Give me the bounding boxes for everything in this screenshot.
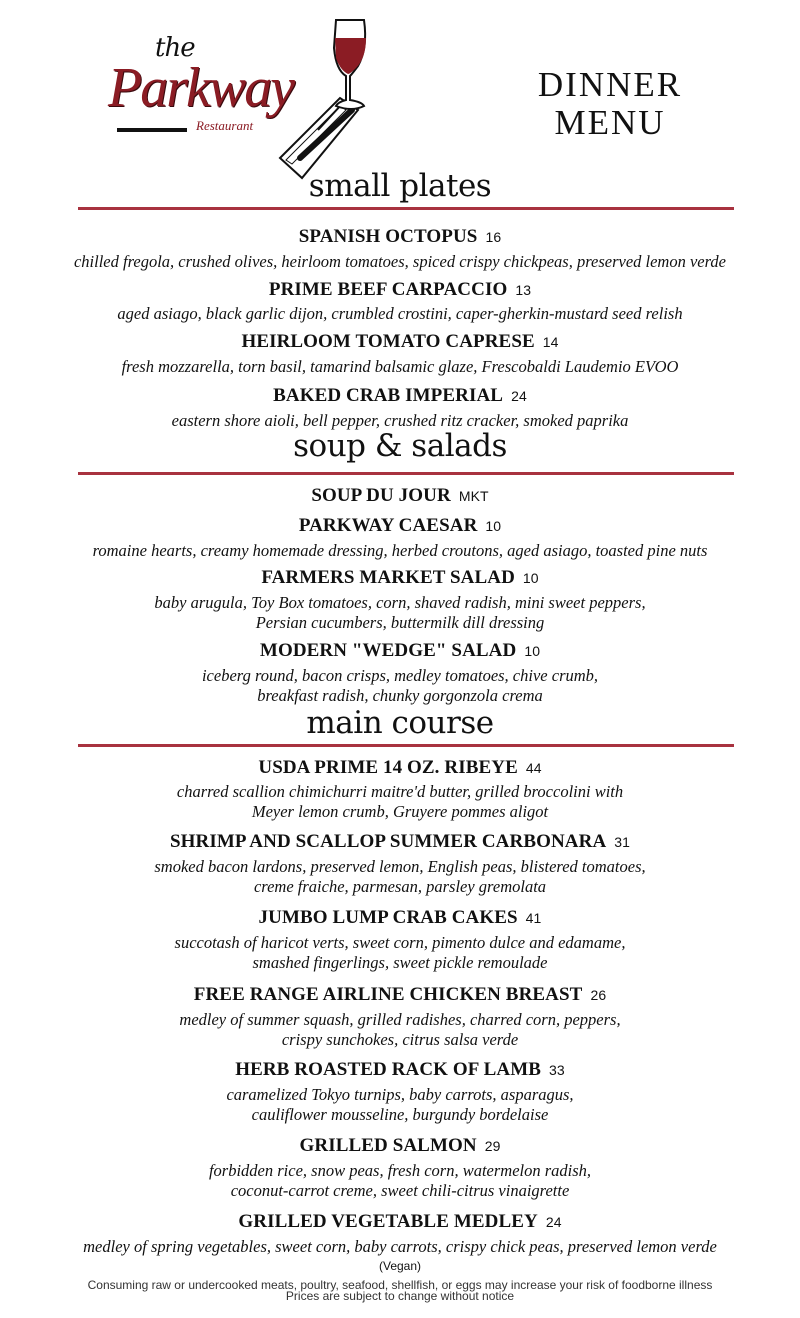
menu-item-price: 10 [485, 518, 502, 534]
section-divider [78, 472, 734, 475]
menu-item-price: 29 [484, 1138, 501, 1154]
prices-notice: Prices are subject to change without notice [285, 1289, 515, 1303]
menu-item-name: MODERN "WEDGE" SALAD 10 [259, 640, 541, 661]
menu-item-price: 26 [590, 987, 607, 1003]
menu-item-name: PARKWAY CAESAR 10 [298, 515, 502, 536]
logo-name: Parkway [108, 57, 294, 119]
menu-item-name: HERB ROASTED RACK OF LAMB 33 [235, 1059, 565, 1080]
wine-glass-napkin-icon [240, 18, 370, 188]
menu-item-price: MKT [458, 488, 489, 504]
menu-item-description: creme fraiche, parmesan, parsley gremolata [253, 877, 547, 896]
menu-item-description: coconut-carrot creme, sweet chili-citrus vinaigrette [230, 1181, 570, 1200]
menu-item-price: 41 [525, 910, 542, 926]
menu-item-description: cauliflower mousseline, burgundy bordelaise [251, 1105, 549, 1124]
menu-item-description: Meyer lemon crumb, Gruyere pommes aligot [251, 802, 549, 821]
menu-item-description: succotash of haricot verts, sweet corn, pimento dulce and edamame, [174, 933, 626, 952]
menu-item-price: 13 [515, 282, 532, 298]
logo-subtitle: Restaurant [196, 118, 254, 133]
menu-item-description: romaine hearts, creamy homemade dressing, herbed croutons, aged asiago, toasted pine nuts [92, 541, 708, 560]
menu-item-price: 24 [545, 1214, 562, 1230]
menu-title [520, 66, 700, 142]
menu-item-description: chilled fregola, crushed olives, heirloom tomatoes, spiced crispy chickpeas, preserved lemon verde [73, 252, 727, 271]
logo-underline [117, 128, 187, 132]
menu-item-description: smoked bacon lardons, preserved lemon, English peas, blistered tomatoes, [154, 857, 646, 876]
menu-item-name: HEIRLOOM TOMATO CAPRESE 14 [241, 331, 559, 352]
menu-item-price: 24 [511, 388, 527, 404]
menu-item-name: PRIME BEEF CARPACCIO 13 [268, 279, 532, 300]
menu-item-name: FARMERS MARKET SALAD 10 [261, 567, 539, 588]
menu-item-price: 33 [549, 1062, 565, 1078]
menu-item-name: FREE RANGE AIRLINE CHICKEN BREAST 26 [193, 984, 607, 1005]
section-title-main-course: main course [306, 705, 494, 741]
menu-item-description: medley of spring vegetables, sweet corn, baby carrots, crispy chick peas, preserved lemon verde [83, 1237, 717, 1256]
menu-item-price: 16 [485, 229, 502, 245]
menu-item-price: 44 [525, 760, 542, 776]
vegan-label: (Vegan) [378, 1259, 422, 1273]
menu-item-description: crispy sunchokes, citrus salsa verde [281, 1030, 519, 1049]
menu-item-name: JUMBO LUMP CRAB CAKES 41 [258, 907, 542, 928]
menu-item-description: breakfast radish, chunky gorgonzola crema [257, 686, 543, 705]
menu-item-description: aged asiago, black garlic dijon, crumbled crostini, caper-gherkin-mustard seed relish [117, 304, 683, 323]
menu-item-name: SHRIMP AND SCALLOP SUMMER CARBONARA 31 [169, 831, 631, 852]
menu-item-description: forbidden rice, snow peas, fresh corn, watermelon radish, [208, 1161, 592, 1180]
menu-item-name: GRILLED SALMON 29 [299, 1135, 501, 1156]
menu-item-name: USDA PRIME 14 OZ. RIBEYE 44 [258, 757, 542, 778]
menu-title-line1: DINNER [537, 65, 683, 104]
foodborne-illness-warning: Consuming raw or undercooked meats, poultry, seafood, shellfish, or eggs may increase your risk of foodborne illness [87, 1278, 713, 1292]
menu-item-name: SPANISH OCTOPUS 16 [298, 226, 502, 247]
menu-item-description: eastern shore aioli, bell pepper, crushed ritz cracker, smoked paprika [171, 411, 629, 430]
menu-item-name: BAKED CRAB IMPERIAL 24 [273, 385, 527, 406]
section-title-soup-salads: soup & salads [293, 428, 507, 464]
menu-item-price: 14 [542, 334, 559, 350]
menu-title-line2: MENU [554, 103, 666, 142]
menu-item-name: SOUP DU JOUR MKT [311, 485, 489, 506]
logo-the: the [155, 33, 195, 63]
section-divider [78, 744, 734, 747]
menu-item-name: GRILLED VEGETABLE MEDLEY 24 [238, 1211, 562, 1232]
menu-item-description: Persian cucumbers, buttermilk dill dressing [255, 613, 545, 632]
menu-item-description: iceberg round, bacon crisps, medley tomatoes, chive crumb, [201, 666, 599, 685]
menu-item-description: fresh mozzarella, torn basil, tamarind balsamic glaze, Frescobaldi Laudemio EVOO [121, 357, 679, 376]
menu-item-description: smashed fingerlings, sweet pickle remoulade [252, 953, 548, 972]
section-title-small-plates: small plates [308, 168, 492, 204]
menu-item-description: caramelized Tokyo turnips, baby carrots, asparagus, [226, 1085, 574, 1104]
menu-item-price: 31 [614, 834, 631, 850]
menu-item-description: baby arugula, Toy Box tomatoes, corn, shaved radish, mini sweet peppers, [154, 593, 646, 612]
restaurant-logo [100, 18, 370, 188]
section-divider [78, 207, 734, 210]
menu-item-description: charred scallion chimichurri maitre'd butter, grilled broccolini with [176, 782, 624, 801]
menu-item-price: 10 [524, 643, 541, 659]
menu-item-price: 10 [522, 570, 539, 586]
menu-item-description: medley of summer squash, grilled radishes, charred corn, peppers, [179, 1010, 621, 1029]
